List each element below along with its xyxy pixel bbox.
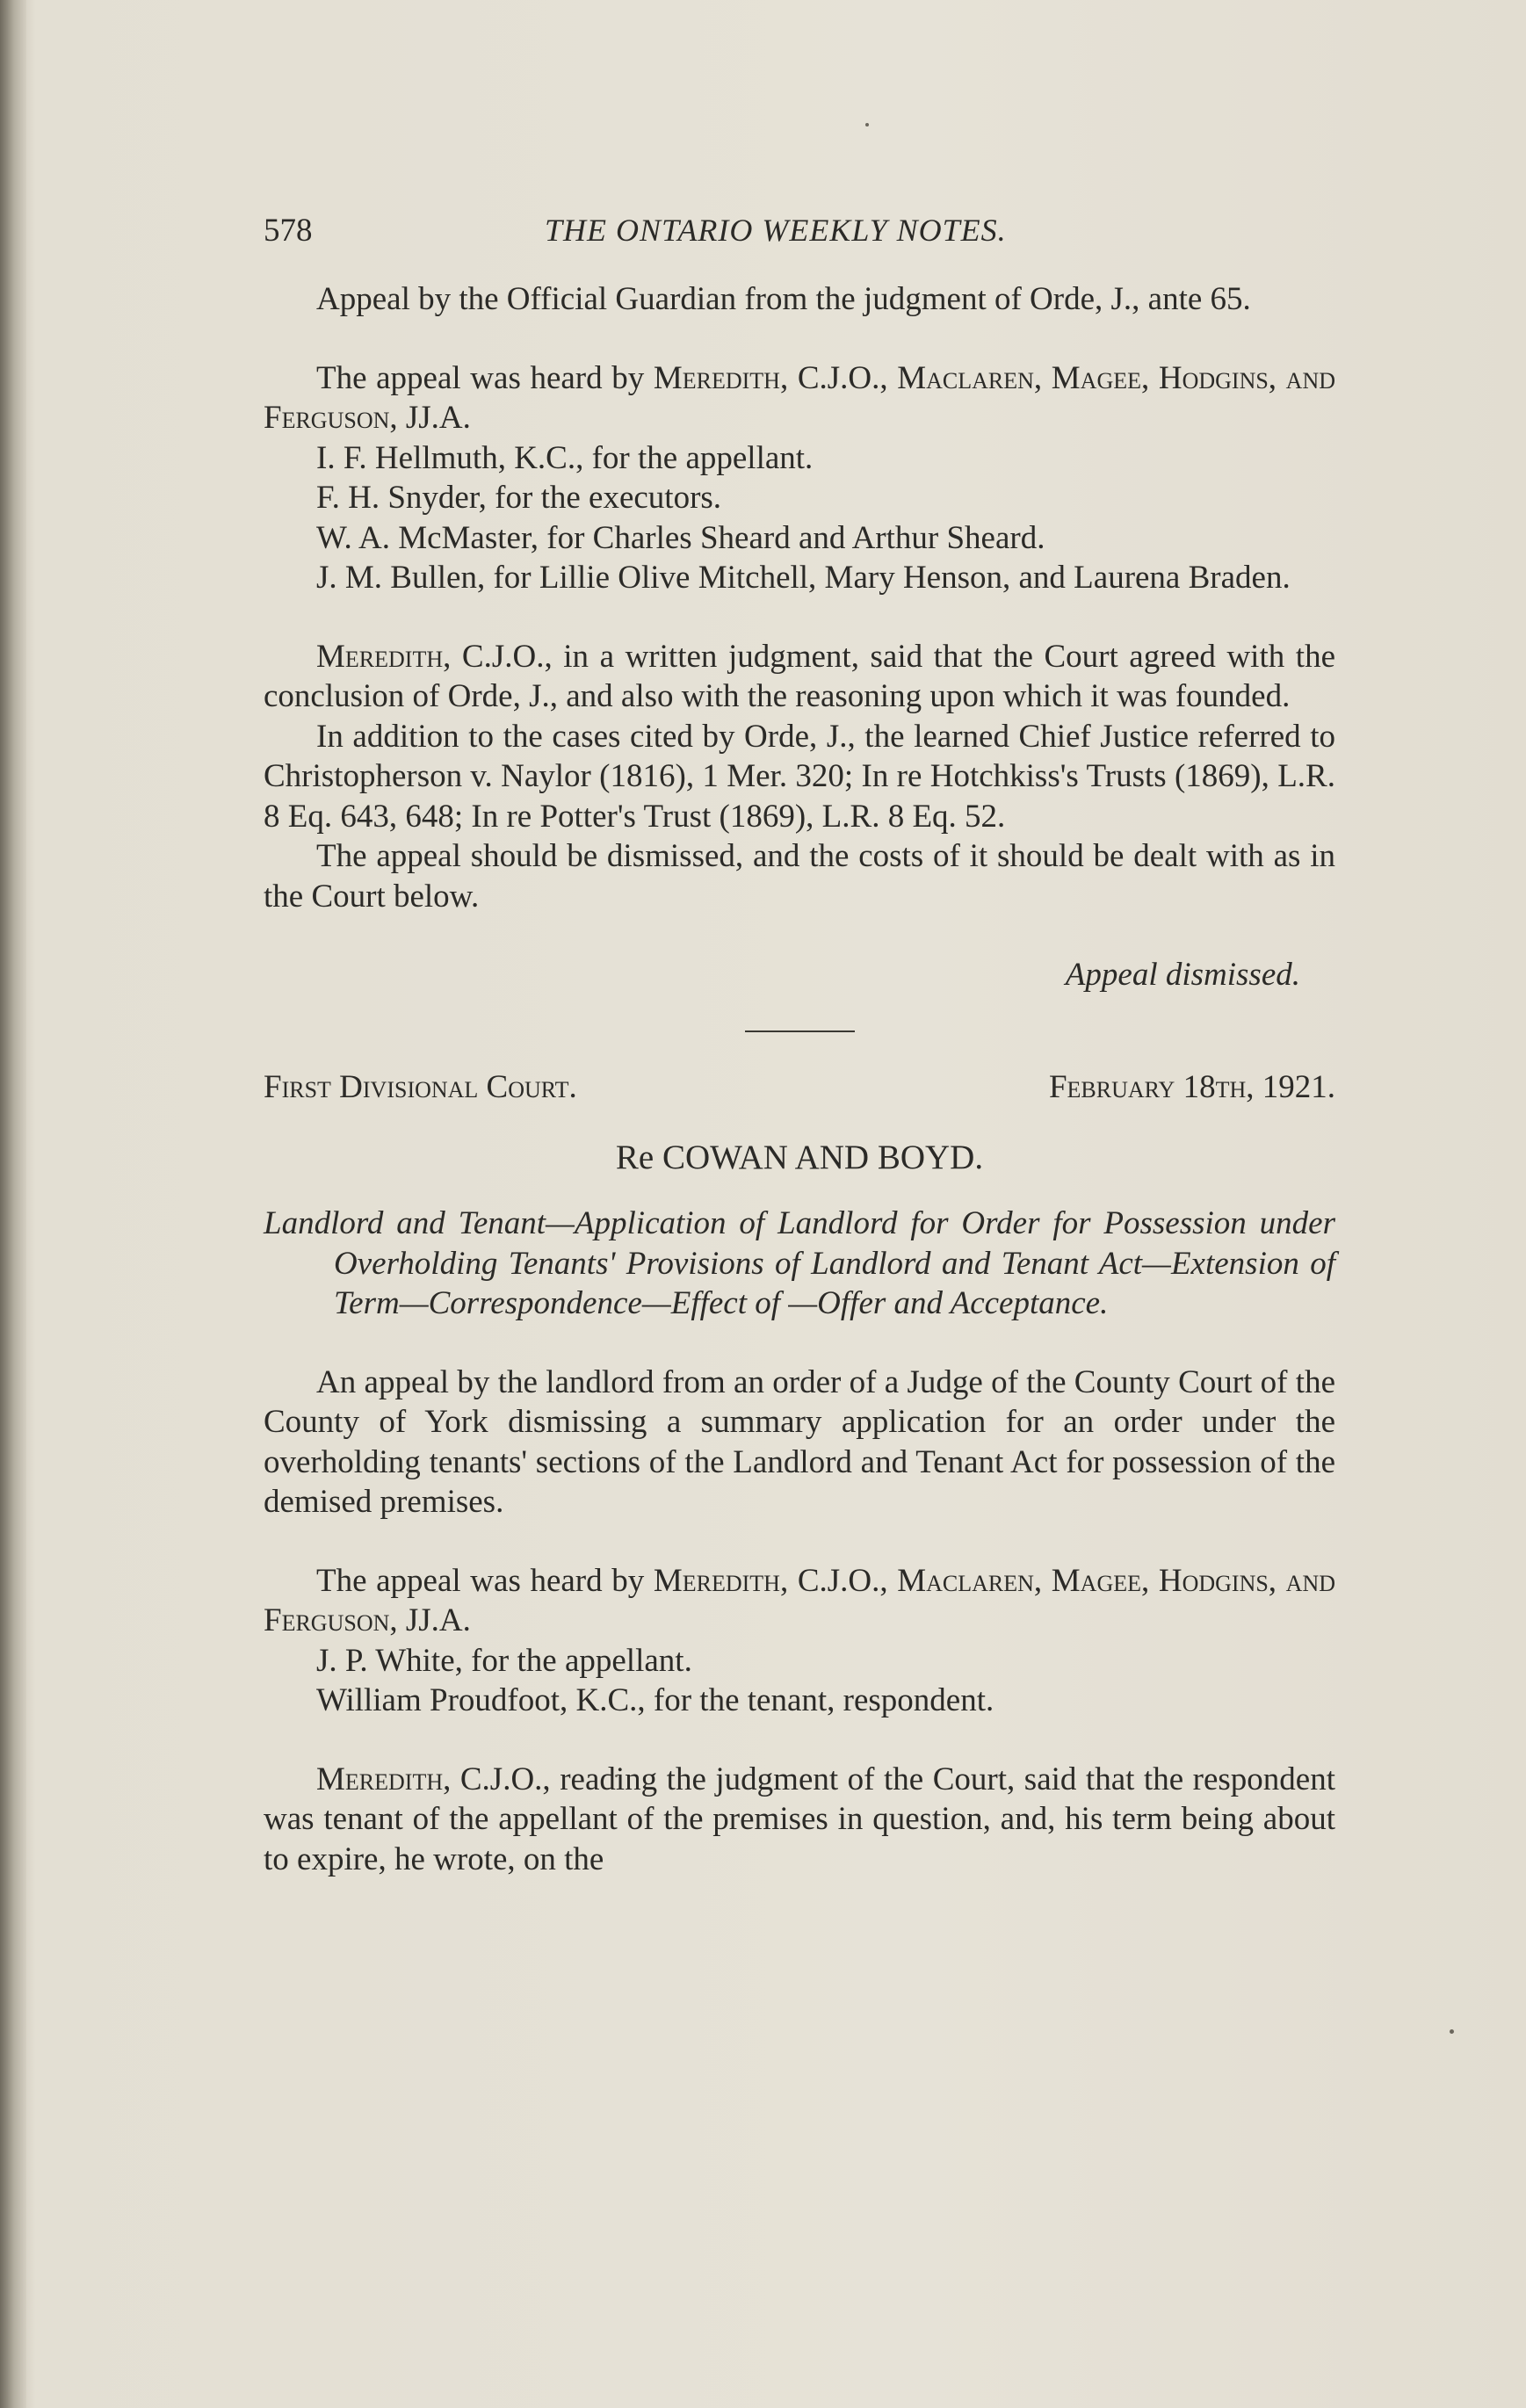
section-divider bbox=[745, 1030, 855, 1032]
case2-heard bbox=[264, 1561, 1335, 1641]
case1-heard-judges: Meredith, C.J.O., Maclaren, Magee, Hodgins, and Ferguson, JJ.A. bbox=[264, 359, 1335, 436]
running-head bbox=[264, 211, 1335, 255]
case2-heard-judges: Meredith, C.J.O., Maclaren, Magee, Hodgins, and Ferguson, JJ.A. bbox=[264, 1562, 1335, 1638]
case2-intro: An appeal by the landlord from an order of a Judge of the County Court of the County of York dismissing a summary application for an order under the overholding tenants' sections of the Landlord and Tenant Act for possession of the demised premises. bbox=[264, 1363, 1335, 1520]
case1-judgment-text: , C.J.O., in a written judgment, said that the Court agreed with the conclusion of Orde, J., and also with the reasoning upon which it was founded. bbox=[264, 638, 1335, 714]
case2-judgment bbox=[264, 1760, 1335, 1880]
case1-conclusion: The appeal should be dismissed, and the costs of it should be dealt with as in the Court below. bbox=[264, 838, 1335, 915]
case2-counsel-1: J. P. White, for the appellant. bbox=[316, 1642, 692, 1679]
case-date: February 18th, 1921. bbox=[1048, 1068, 1335, 1105]
paper-speck bbox=[865, 123, 869, 127]
book-binding-edge bbox=[0, 0, 26, 2408]
case1-counsel-2: F. H. Snyder, for the executors. bbox=[316, 480, 722, 516]
case2-headnote: Landlord and Tenant—Application of Landlord for Order for Possession under Overholding Tenants' Provisions of Landlord and Tenant Act—Extension of Term—Correspondence—Effect of —Offer and Acceptance. bbox=[264, 1205, 1335, 1321]
case1-counsel-3: W. A. McMaster, for Charles Sheard and Arthur Sheard. bbox=[316, 519, 1045, 556]
case2-judgment-text: , C.J.O., reading the judgment of the Court, said that the respondent was tenant of the appellant of the premises in question, and, his term being about to expire, he wrote, on the bbox=[264, 1761, 1335, 1877]
case1-counsel-1: I. F. Hellmuth, K.C., for the appellant. bbox=[316, 439, 814, 476]
case1-heard-prefix: The appeal was heard by bbox=[316, 359, 654, 396]
case1-judgment bbox=[264, 637, 1335, 717]
case1-heard bbox=[264, 358, 1335, 438]
case1-result: Appeal dismissed. bbox=[1065, 957, 1300, 993]
court-name: First Divisional Court. bbox=[264, 1068, 577, 1105]
case2-counsel-2: William Proudfoot, K.C., for the tenant, respondent. bbox=[316, 1682, 994, 1718]
page-content bbox=[264, 211, 1335, 1879]
court-date-line bbox=[264, 1067, 1335, 1111]
case2-heard-prefix: The appeal was heard by bbox=[316, 1562, 654, 1599]
page-number: 578 bbox=[264, 213, 313, 249]
case-title: Re COWAN AND BOYD. bbox=[615, 1138, 984, 1176]
case1-intro: Appeal by the Official Guardian from the judgment of Orde, J., ante 65. bbox=[316, 281, 1251, 317]
case1-judgment-judge: Meredith bbox=[316, 638, 444, 675]
case1-addition: In addition to the cases cited by Orde, J., the learned Chief Justice referred to Christopherson v. Naylor (1816), 1 Mer. 320; In re Hotchkiss's Trusts (1869), L.R. 8 Eq. 643, 648; In re Potter's Trust (1869), L.R. 8 Eq. 52. bbox=[264, 718, 1335, 835]
paper-speck bbox=[1450, 2029, 1454, 2034]
case1-counsel-4: J. M. Bullen, for Lillie Olive Mitchell, Mary Henson, and Laurena Braden. bbox=[316, 560, 1291, 596]
journal-title: THE ONTARIO WEEKLY NOTES. bbox=[545, 213, 1007, 248]
case2-judgment-judge: Meredith bbox=[316, 1761, 444, 1797]
